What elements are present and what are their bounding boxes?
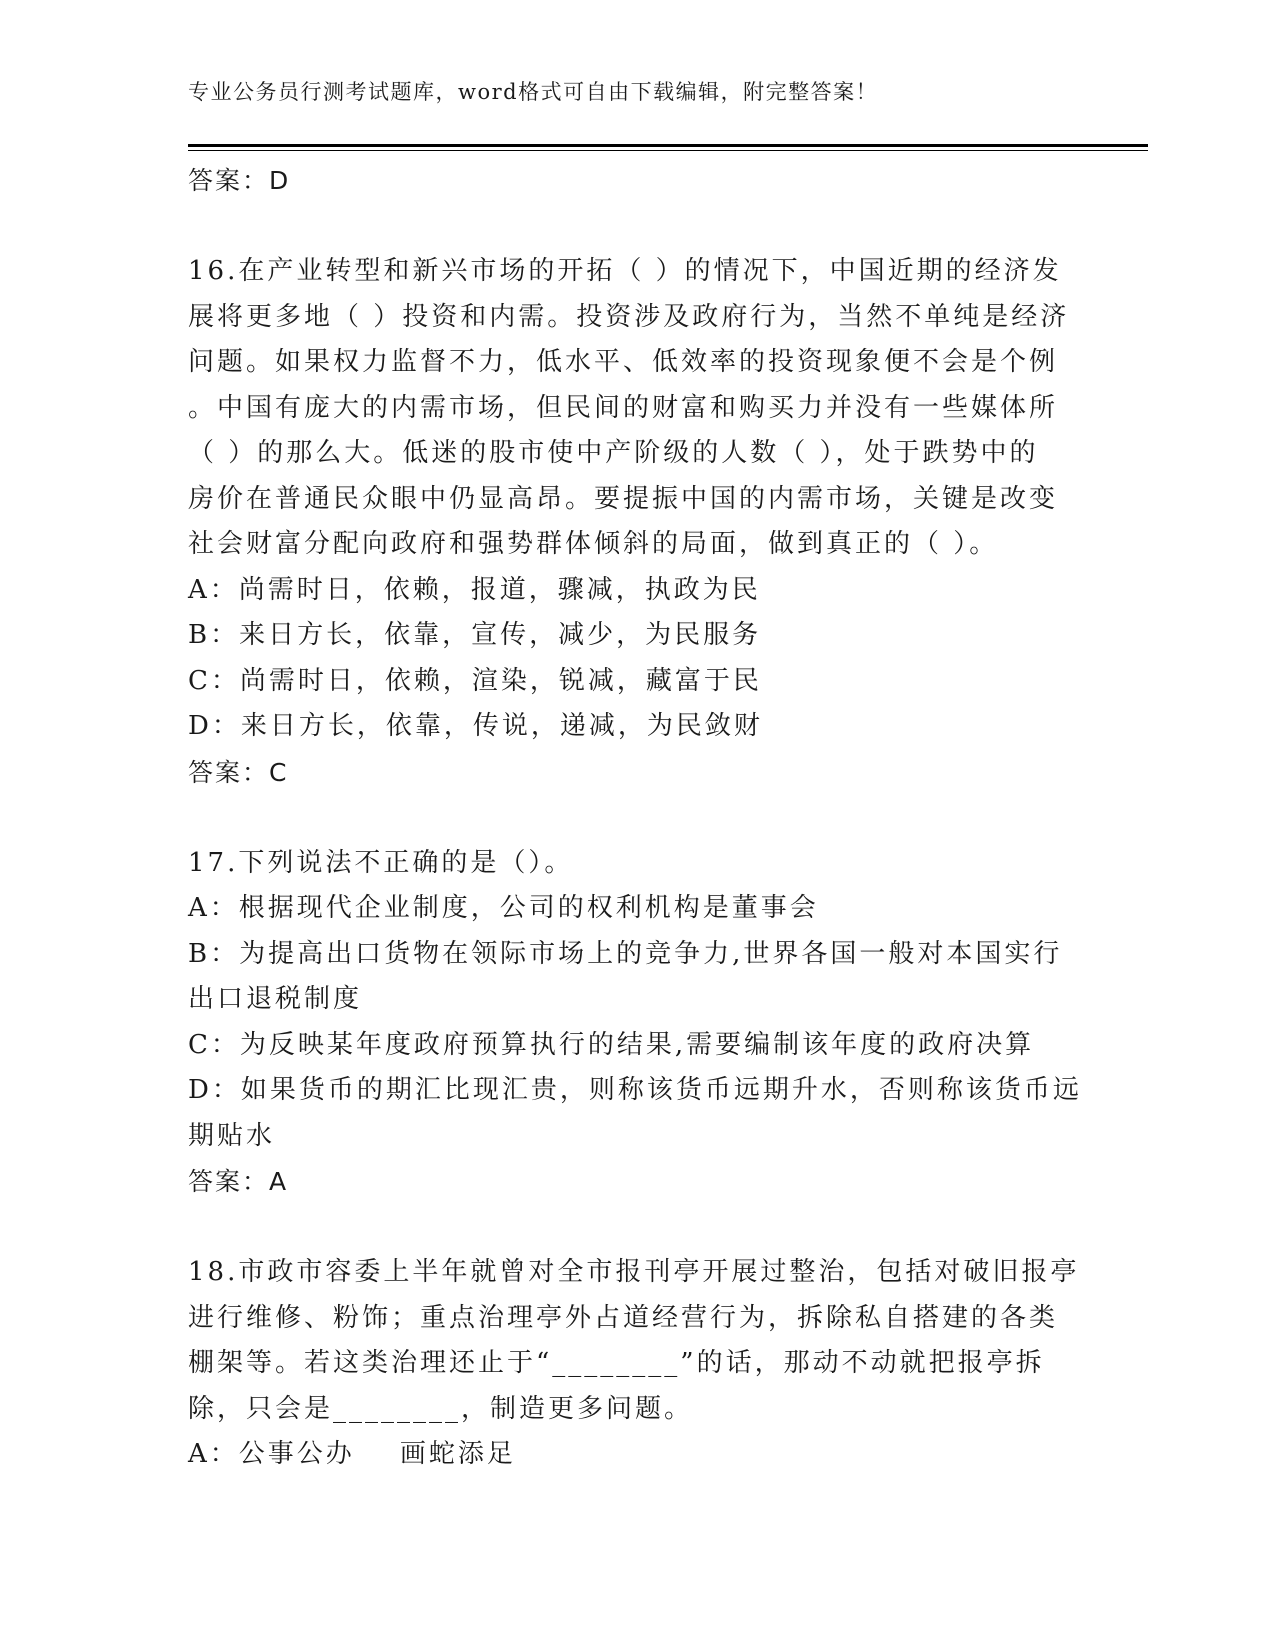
option-b: B：为提高出口货物在领际市场上的竞争力,世界各国一般对本国实行: [188, 938, 1063, 969]
option-d: D：来日方长，依靠，传说，递减，为民敛财: [188, 711, 763, 741]
option-c: C：尚需时日，依赖，渲染，锐减，藏富于民: [188, 665, 762, 696]
option-a: A：根据现代企业制度，公司的权利机构是董事会: [188, 893, 819, 923]
question-18: [188, 1250, 1088, 1478]
header-rule-thick: [188, 144, 1148, 147]
question-text-line: 进行维修、粉饰；重点治理亭外占道经营行为，拆除私自搭建的各类: [188, 1302, 1059, 1333]
question-text-line: 除，只会是________，制造更多问题。: [188, 1393, 694, 1424]
answer-15: 答案：D: [188, 166, 291, 195]
spacer: [188, 795, 1088, 841]
question-text-line: （ ）的那么大。低迷的股市使中产阶级的人数（ ），处于跌势中的: [188, 438, 1039, 468]
spacer: [188, 1205, 1088, 1251]
option-d: D：如果货币的期汇比现汇贵，则称该货币远期升水，否则称该货币远: [188, 1075, 1082, 1105]
question-text-line: 社会财富分配向政府和强势群体倾斜的局面，做到真正的（ ）。: [188, 529, 999, 559]
page-header: 专业公务员行测考试题库，word格式可自由下载编辑，附完整答案！: [188, 80, 879, 104]
question-text-line: 16.在产业转型和新兴市场的开拓（ ）的情况下，中国近期的经济发: [188, 256, 1062, 286]
question-text-line: 展将更多地（ ）投资和内需。投资涉及政府行为，当然不单纯是经济: [188, 301, 1070, 332]
spacer: [188, 204, 1088, 250]
question-17: [188, 841, 1088, 1205]
question-text-line: 棚架等。若这类治理还止于“________”的话，那动不动就把报亭拆: [188, 1348, 1045, 1378]
answer-17: 答案：A: [188, 1167, 289, 1196]
question-text-line: 。中国有庞大的内需市场，但民间的财富和购买力并没有一些媒体所: [188, 392, 1059, 423]
option-d-continued: 期贴水: [188, 1120, 276, 1151]
question-16: [188, 249, 1088, 795]
option-b-continued: 出口退税制度: [188, 984, 363, 1014]
question-text-line: 问题。如果权力监督不力，低水平、低效率的投资现象便不会是个例: [188, 347, 1059, 377]
option-b: B：来日方长，依靠，宣传，减少，为民服务: [188, 620, 762, 650]
document-content: [188, 158, 1088, 1478]
option-c: C：为反映某年度政府预算执行的结果,需要编制该年度的政府决算: [188, 1029, 1035, 1060]
option-a: A：尚需时日，依赖，报道，骤减，执政为民: [188, 574, 761, 605]
question-text-line: 17.下列说法不正确的是（）。: [188, 847, 574, 878]
question-text-line: 房价在普通民众眼中仍显高昂。要提振中国的内需市场，关键是改变: [188, 483, 1059, 514]
option-a: A：公事公办 画蛇添足: [188, 1439, 516, 1469]
answer-16: 答案：C: [188, 757, 289, 787]
question-text-line: 18.市政市容委上半年就曾对全市报刊亭开展过整治，包括对破旧报亭: [188, 1257, 1080, 1287]
header-rule-thin: [188, 150, 1148, 151]
